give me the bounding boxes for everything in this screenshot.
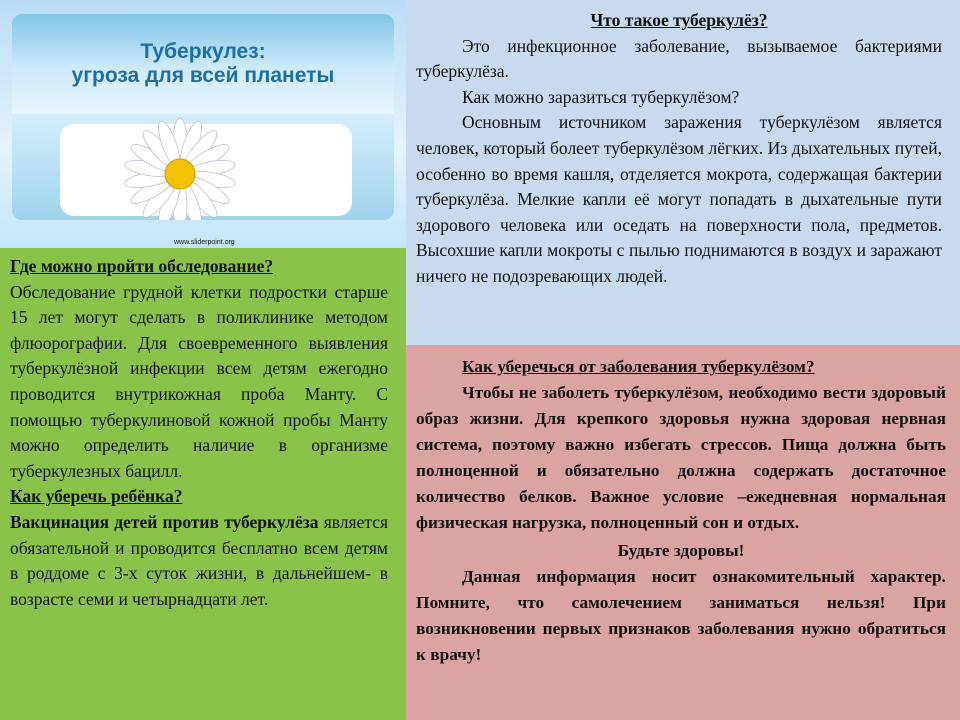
vaccination-rest: является обязательной и проводится бесплатно всем детям в роддоме с 3-х суток жизни, в дальнейшем- в возрасте семи и четырнадцати лет. bbox=[10, 511, 389, 609]
vaccination-text bbox=[10, 510, 388, 612]
prevention-panel bbox=[406, 345, 960, 720]
wish-text: Будьте здоровы! bbox=[617, 541, 745, 560]
exam-text: Обследование грудной клетки подростки старше 15 лет могут сделать в поликлинике методом флюорографии. Для своевременного выявления туберкулёзной инфекции всем детям ежегодно проводится внутрикожная проба Манту. С помощью туберкулиновой кожной пробы Манту можно определить наличие в организме туберкулезных бацилл. bbox=[10, 281, 388, 481]
slide-frame bbox=[12, 14, 394, 220]
slide-thumbnail bbox=[0, 0, 406, 248]
what-is-definition: Это инфекционное заболевание, вызываемое бактериями туберкулёза. bbox=[416, 35, 942, 82]
infection-source-text: Основным источником заражения туберкулёзом является человек, который болеет туберкулёзом лёгких. Из дыхательных путей, особенно во время кашля, отделяется мокрота, содержащая бактерии туберкулёза. Мелкие капли её могут попадать в дыхательные пути здорового человека или оседать на поверхности пола, предметов. Высохшие капли мокроты с пылью поднимаются в воздух и заражают ничего не подозревающих людей. bbox=[416, 112, 942, 286]
daisy-icon bbox=[120, 114, 240, 220]
prevention-text: Чтобы не заболеть туберкулёзом, необходимо вести здоровый образ жизни. Для крепкого здоровья нужна здоровая нервная система, поэтому важно избегать стрессов. Пища должна быть полноценной и обязательно должна содержать достаточное количество белков. Важное условие –ежедневная нормальная физическая нагрузка, полноценный сон и отдых. bbox=[416, 383, 946, 532]
exam-heading: Где можно пройти обследование? bbox=[10, 256, 274, 276]
slide-url: www.sliderpoint.org bbox=[174, 239, 235, 246]
slide-title bbox=[12, 40, 394, 88]
what-is-heading: Что такое туберкулёз? bbox=[590, 10, 768, 30]
vaccination-lead: Вакцинация детей против туберкулёза bbox=[10, 511, 319, 532]
exam-panel bbox=[0, 248, 406, 720]
slide-title-line1: Туберкулез: bbox=[140, 40, 266, 63]
infection-question: Как можно заразиться туберкулёзом? bbox=[462, 86, 740, 107]
what-is-panel bbox=[406, 0, 960, 345]
child-protect-heading: Как уберечь ребёнка? bbox=[10, 486, 183, 507]
disclaimer-text: Данная информация носит ознакомительный характер. Помните, что самолечением заниматься нельзя! При возникновении первых признаков заболевания нужно обратиться к врачу! bbox=[416, 567, 946, 664]
slide-title-line2: угроза для всей планеты bbox=[71, 64, 335, 87]
prevention-heading: Как уберечься от заболевания туберкулёзом? bbox=[462, 357, 815, 376]
